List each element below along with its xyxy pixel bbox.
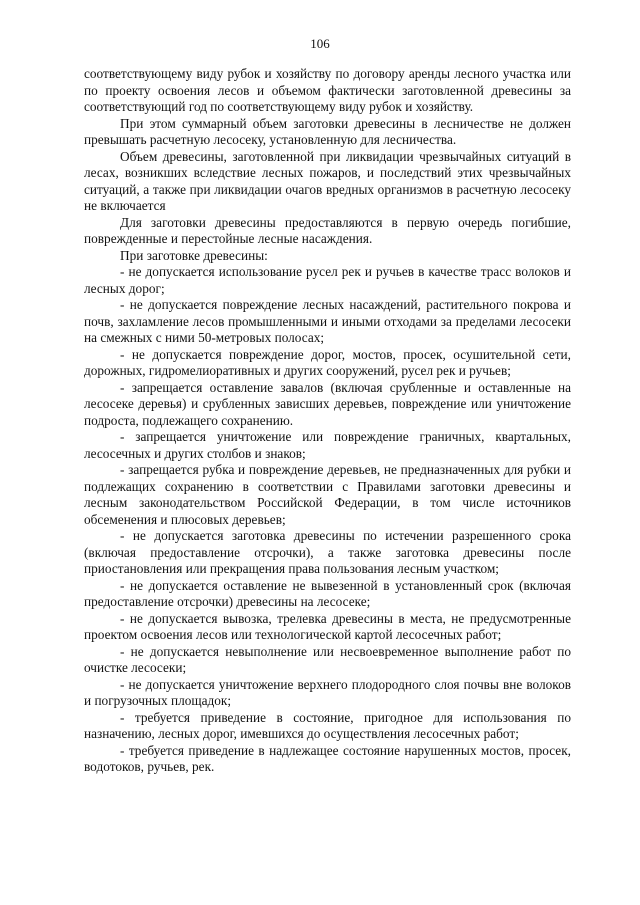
list-item-unremoved-wood: - не допускается оставление не вывезенной в установленный срок (включая предоставление отсрочки) древесины на лесосеке; (84, 577, 571, 609)
paragraph-harvesting-intro: При заготовке древесины: (120, 247, 268, 263)
paragraph-continuation: соответствующему виду рубок и хозяйству по договору аренды лесного участка или по проекту освоения лесов и объемом фактически заготовленной древесины за соответствующий год по соответствующему виду рубок и хозяйству. (84, 66, 571, 114)
list-item-skidding: - не допускается вывозка, трелевка древесины в места, не предусмотренные проектом освоения лесов или технологической картой лесосечных работ; (84, 610, 571, 642)
paragraph-total-volume-limit: При этом суммарный объем заготовки древесины в лесничестве не должен превышать расчетную лесосеку, установленную для лесничества. (84, 115, 571, 147)
paragraph-emergency-volume: Объем древесины, заготовленной при ликвидации чрезвычайных ситуаций в лесах, возникших вследствие лесных пожаров, и последствий этих чрезвычайных ситуаций, а также при ликвидации очагов вредных организмов в расчетную лесосеку не включается (84, 148, 571, 213)
list-item-bridge-restoration: - требуется приведение в надлежащее состояние нарушенных мостов, просек, водотоков, ручьев, рек. (84, 742, 571, 774)
list-item-rivers: - не допускается использование русел рек и ручьев в качестве трасс волоков и лесных дорог; (84, 264, 571, 296)
list-item-debris: - запрещается оставление завалов (включая срубленные и оставленные на лесосеке деревья) и срубленных зависших деревьев, повреждение или уничтожение подроста, подлежащего сохранению. (84, 379, 571, 428)
list-item-stand-damage: - не допускается повреждение лесных насаждений, растительного покрова и почв, захламление лесов промышленными и иными отходами за пределами лесосеки на смежных с ними 50-метровых полосах; (84, 297, 571, 345)
list-item-topsoil: - не допускается уничтожение верхнего плодородного слоя почвы вне волоков и погрузочных площадок; (84, 676, 571, 708)
list-item-markers: - запрещается уничтожение или повреждение граничных, квартальных, лесосечных и других столбов и знаков; (84, 429, 571, 461)
list-item-cleanup: - не допускается невыполнение или несвоевременное выполнение работ по очистке лесосеки; (84, 643, 571, 675)
paragraph-priority-stands: Для заготовки древесины предоставляются в первую очередь погибшие, поврежденные и перестойные лесные насаждения. (84, 214, 571, 246)
list-item-roads-damage: - не допускается повреждение дорог, мостов, просек, осушительной сети, дорожных, гидромелиоративных и других сооружений, русел рек и ручьев; (84, 346, 571, 378)
list-item-road-restoration: - требуется приведение в состояние, пригодное для использования по назначению, лесных дорог, имевшихся до осуществления лесосечных работ; (84, 709, 571, 741)
page-number: 106 (310, 36, 330, 51)
list-item-expired-term: - не допускается заготовка древесины по истечении разрешенного срока (включая предоставление отсрочки), а также заготовка древесины после приостановления или прекращения права пользования лесным участком; (84, 528, 571, 576)
list-item-protected-trees: - запрещается рубка и повреждение деревьев, не предназначенных для рубки и подлежащих сохранению в соответствии с Правилами заготовки древесины и лесным законодательством Российской Федерации, в том числе источников обсеменения и плюсовых деревьев; (84, 462, 571, 527)
document-body (84, 66, 571, 776)
